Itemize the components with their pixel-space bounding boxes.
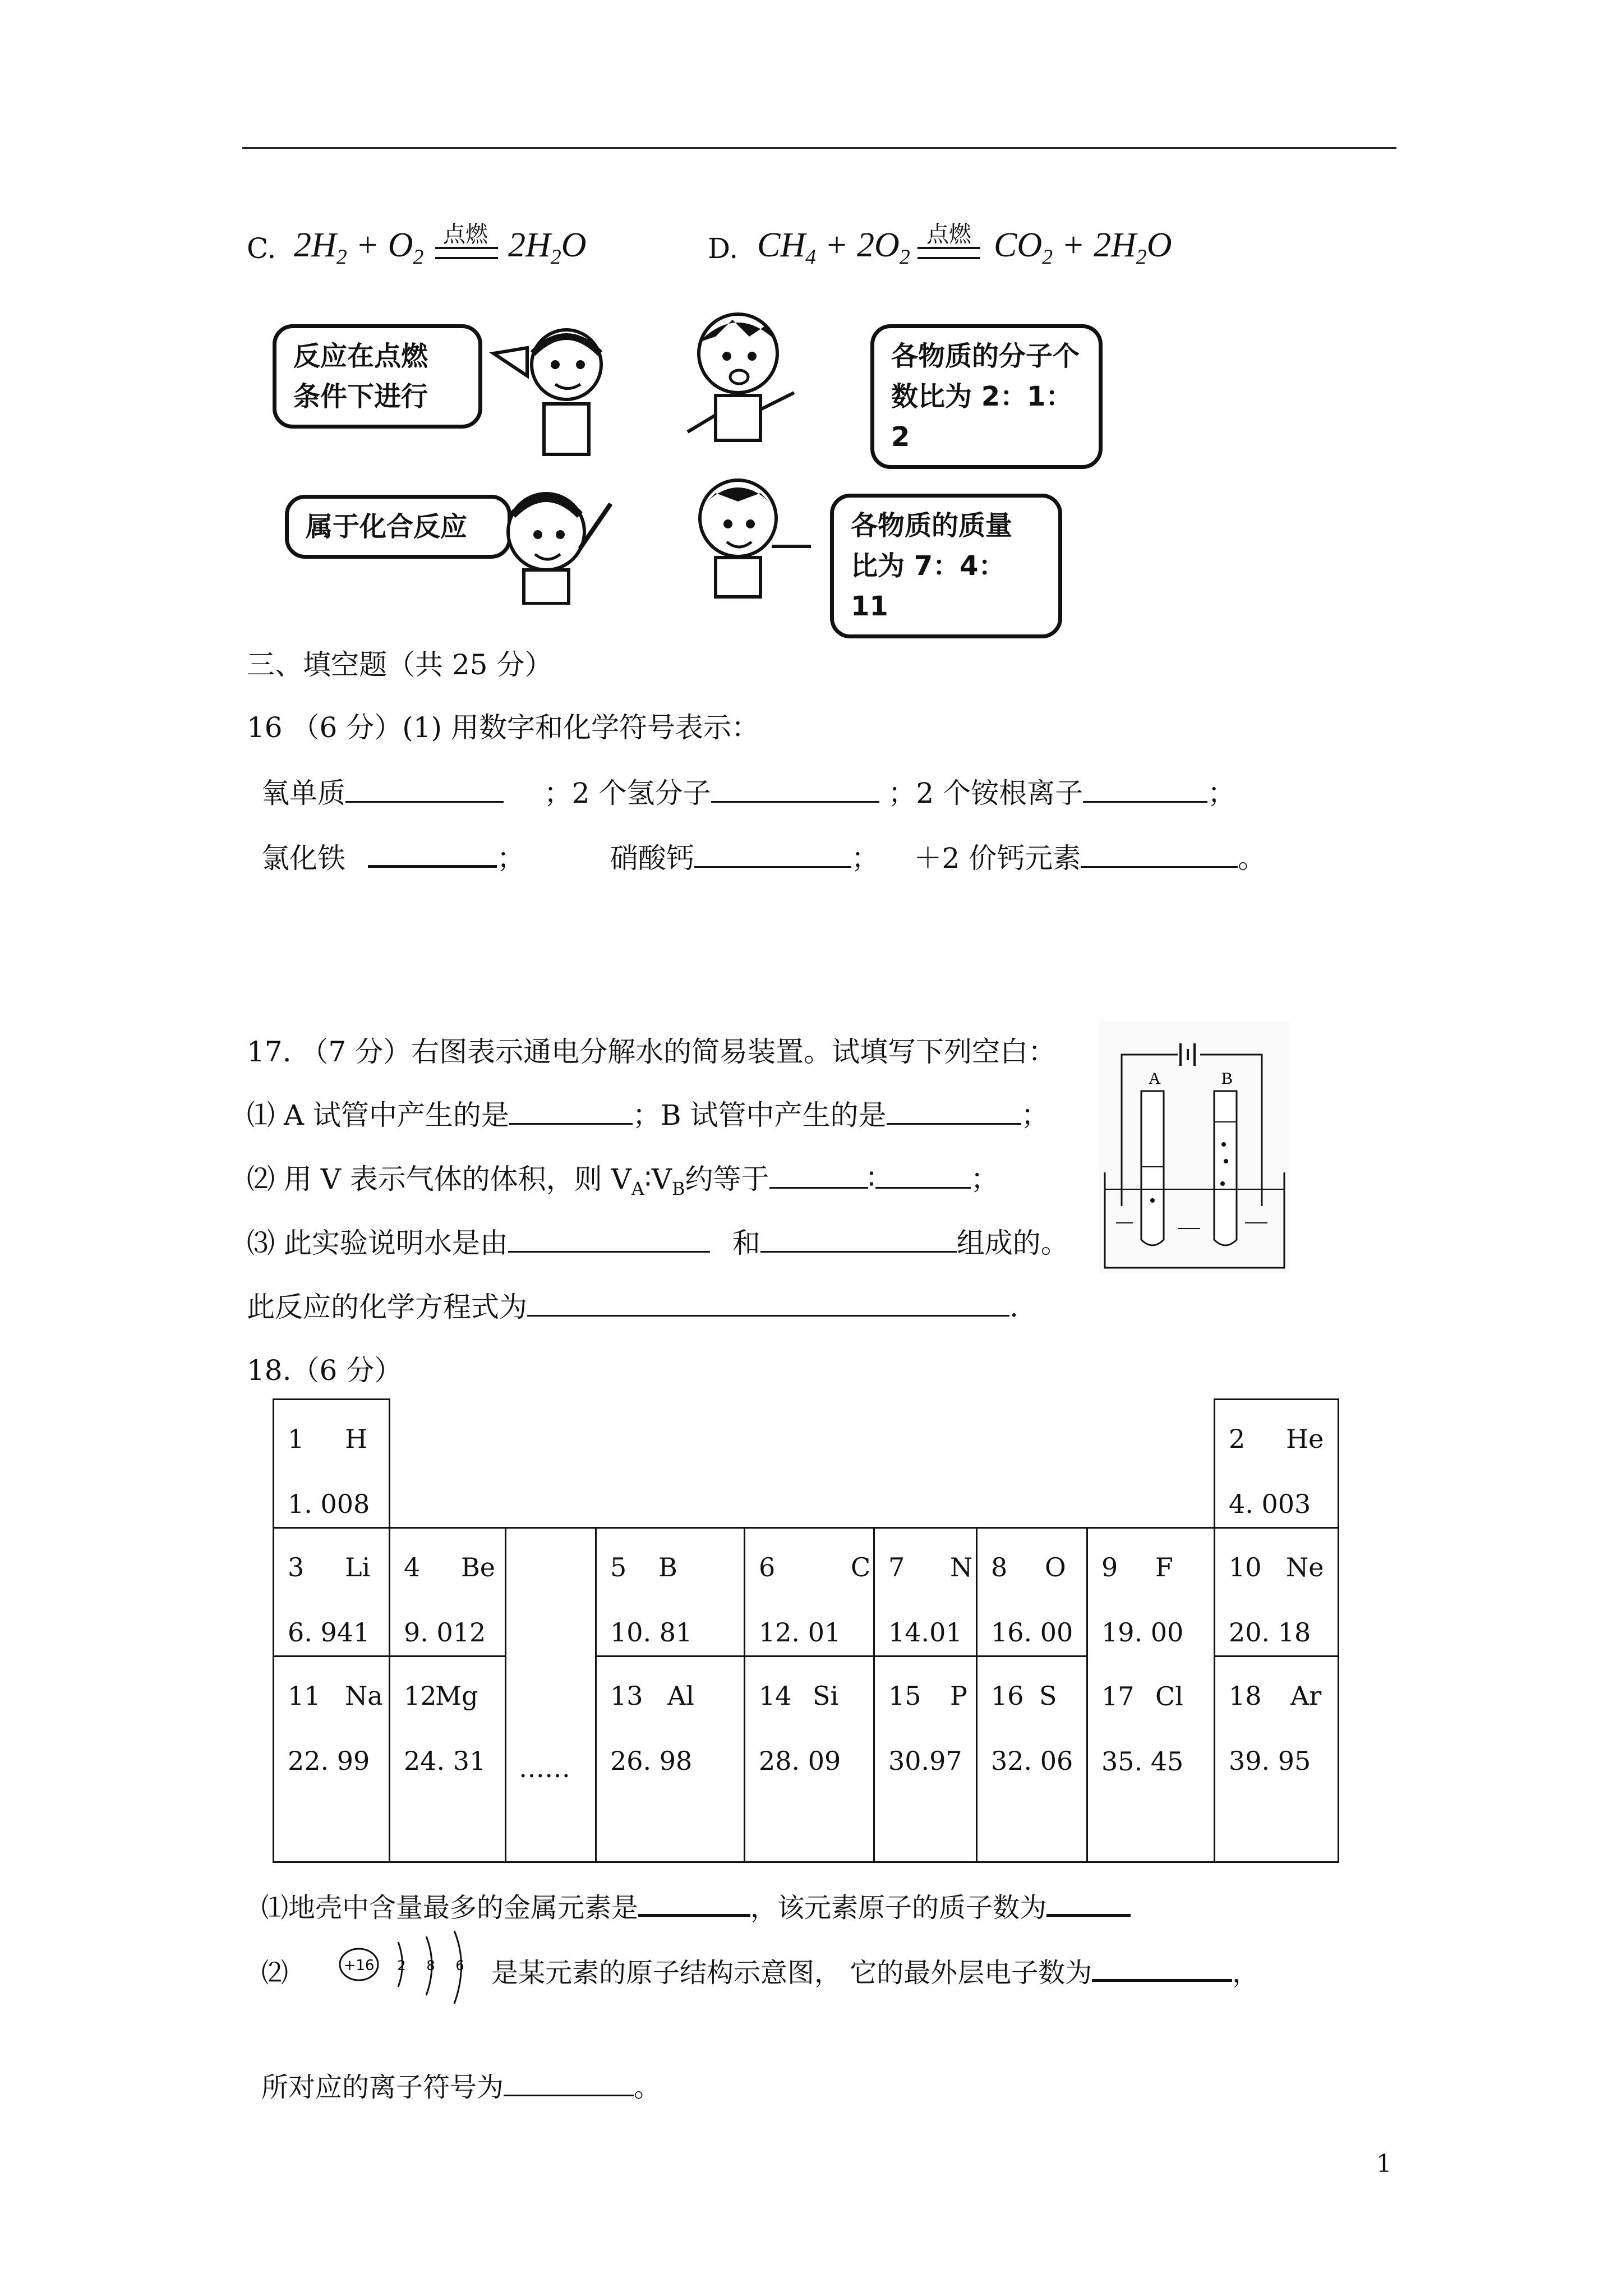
- atomic-mass: 20. 18: [1229, 1617, 1311, 1648]
- bubble-text: 反应在点燃: [293, 341, 428, 372]
- q18-text: 所对应的离子符号为: [261, 2072, 504, 2103]
- element-symbol: Cl: [1155, 1681, 1183, 1711]
- atomic-mass: 22. 99: [288, 1746, 370, 1776]
- answer-blank[interactable]: [1083, 779, 1207, 803]
- q16-label: ；2 个铵根离子: [888, 777, 1083, 809]
- atomic-mass: 1. 008: [288, 1489, 370, 1519]
- q17-text: ∶: [868, 1163, 875, 1195]
- cell-column-9: [1086, 1527, 1215, 1863]
- q17-text: ⑶ 此实验说明水是由: [247, 1227, 508, 1259]
- speech-bubble-4: [830, 494, 1062, 638]
- q17-text: ；: [1021, 1099, 1049, 1131]
- atomic-mass: 30.97: [888, 1746, 962, 1776]
- answer-blank[interactable]: [875, 1165, 971, 1189]
- periodic-table: [273, 1398, 1339, 1863]
- atomic-number: 8: [991, 1552, 1008, 1582]
- q17-line1: [247, 1101, 1049, 1129]
- q16-title: 16 （6 分）(1) 用数字和化学符号表示：: [247, 711, 759, 744]
- q16-label: ；: [851, 842, 879, 875]
- bubble-text: 属于化合反应: [306, 511, 468, 542]
- element-symbol: Li: [345, 1552, 371, 1582]
- q16-label: 。: [1238, 842, 1266, 875]
- cell-Li: [273, 1527, 390, 1657]
- cell-Be: [389, 1527, 506, 1657]
- element-symbol: N: [950, 1552, 973, 1582]
- q18-text: 。: [634, 2072, 661, 2103]
- q17-text: .: [1009, 1291, 1018, 1323]
- element-symbol: H: [345, 1424, 368, 1454]
- atomic-number: 12: [404, 1681, 437, 1711]
- element-symbol: S: [1039, 1681, 1057, 1711]
- q17-line2: [247, 1165, 999, 1198]
- speech-bubble-3: [285, 495, 511, 559]
- q17-text: 此反应的化学方程式为: [247, 1291, 527, 1323]
- bubble-text: 比为 7：4：11: [851, 550, 1006, 622]
- speech-bubble-1: [273, 324, 482, 429]
- cell-Si: [744, 1655, 875, 1863]
- equation-c-left: $2H_2 + O_2$: [294, 226, 424, 269]
- q18-text: ⑴地壳中含量最多的金属元素是: [261, 1892, 639, 1924]
- answer-blank[interactable]: [638, 1892, 750, 1917]
- q17-text: 组成的。: [956, 1227, 1069, 1259]
- tube-a-label: A: [1149, 1069, 1161, 1088]
- equation-d-arrow: [917, 247, 980, 259]
- cell-P: [873, 1655, 978, 1863]
- q17-title: 17. （7 分）右图表示通电分解水的简易装置。试填写下列空白：: [247, 1036, 1057, 1068]
- atomic-number: 1: [288, 1424, 305, 1454]
- atomic-mass: 9. 012: [404, 1617, 486, 1648]
- answer-blank[interactable]: [887, 1101, 1021, 1125]
- option-c-label: C.: [247, 232, 276, 265]
- q16-label: ；: [1207, 777, 1236, 809]
- element-symbol: F: [1155, 1552, 1173, 1582]
- answer-blank[interactable]: [769, 1165, 868, 1189]
- q18-part3: [261, 2065, 661, 2104]
- atomic-mass: 19. 00: [1101, 1617, 1184, 1648]
- atomic-mass: 6. 941: [288, 1617, 370, 1648]
- atomic-number: 4: [404, 1552, 421, 1582]
- atomic-number: 11: [288, 1681, 321, 1711]
- q16-label: ＋2 价钙元素: [914, 842, 1081, 875]
- q16-label: 氧单质: [261, 777, 345, 809]
- element-symbol: Be: [461, 1552, 496, 1582]
- cell-Al: [595, 1655, 745, 1863]
- q17-text: ⑴ A 试管中产生的是: [247, 1099, 509, 1131]
- q17-text: ；: [970, 1163, 999, 1195]
- girl-cartoon-icon: [488, 314, 623, 466]
- header-rule: [242, 147, 1396, 149]
- shell-3-count: 6: [455, 1958, 464, 1973]
- q16-label: 硝酸钙: [610, 842, 694, 875]
- element-symbol: Ne: [1286, 1552, 1324, 1582]
- q17-line3: [247, 1228, 1069, 1257]
- q18-part2-label: ⑵: [261, 1957, 289, 1989]
- q17-text: ；B 试管中产生的是: [632, 1099, 887, 1131]
- q18-text: ，: [1232, 1957, 1260, 1989]
- cell-S: [976, 1655, 1088, 1863]
- atomic-number: 15: [888, 1681, 921, 1711]
- page-number: 1: [1376, 2150, 1392, 2178]
- boy-gesturing-cartoon-icon: [676, 468, 817, 602]
- cell-Ne: [1214, 1527, 1339, 1657]
- bubble-text: 数比为 2：1：2: [891, 381, 1073, 453]
- cell-Na: [273, 1655, 390, 1863]
- atomic-mass: 14.01: [888, 1617, 962, 1648]
- q17-text: ⑵ 用 V 表示气体的体积，则 V: [247, 1163, 631, 1195]
- element-symbol: P: [950, 1681, 967, 1711]
- atomic-number: 16: [991, 1681, 1024, 1711]
- boy-cartoon-icon: [676, 303, 811, 454]
- cell-He: [1214, 1398, 1339, 1529]
- element-symbol: He: [1286, 1424, 1324, 1454]
- atomic-mass: 32. 06: [991, 1746, 1073, 1776]
- section-title: 三、填空题（共 25 分）: [247, 648, 553, 681]
- q17-subscript: B: [672, 1178, 685, 1199]
- element-symbol: B: [658, 1552, 677, 1582]
- atomic-mass: 28. 09: [759, 1746, 841, 1776]
- atomic-number: 7: [888, 1552, 905, 1582]
- atomic-mass: 4. 003: [1229, 1489, 1311, 1519]
- answer-blank[interactable]: [504, 2072, 634, 2096]
- equation-d-condition: 点燃: [926, 222, 971, 247]
- element-symbol: C: [851, 1552, 871, 1582]
- answer-blank[interactable]: [508, 1228, 710, 1253]
- element-symbol: Al: [667, 1681, 694, 1711]
- equation-c-arrow: [435, 247, 498, 259]
- atomic-number: 18: [1229, 1681, 1262, 1711]
- answer-blank[interactable]: [711, 779, 879, 803]
- answer-blank[interactable]: [1081, 844, 1238, 868]
- q18-text: 是某元素的原子结构示意图， 它的最外层电子数为: [491, 1957, 1092, 1989]
- atomic-structure-diagram: [336, 1925, 482, 2015]
- atomic-mass: 12. 01: [759, 1617, 841, 1648]
- equation-d-right: $CO_2 + 2H_2O$: [994, 226, 1172, 269]
- atomic-mass: 24. 31: [404, 1746, 486, 1776]
- q17-text: 约等于: [685, 1163, 769, 1195]
- atomic-number: 14: [759, 1681, 792, 1711]
- atomic-mass: 35. 45: [1101, 1746, 1184, 1777]
- cell-Mg: [389, 1655, 506, 1863]
- answer-blank[interactable]: [694, 844, 851, 868]
- q16-label: ；: [496, 842, 525, 875]
- bubble-text: 各物质的分子个: [891, 341, 1080, 372]
- cell-ellipsis: [505, 1527, 597, 1863]
- atomic-number: 3: [288, 1552, 305, 1582]
- atomic-number: 10: [1229, 1552, 1262, 1582]
- equation-c-right: $2H_2O$: [508, 226, 587, 269]
- answer-blank[interactable]: [1092, 1957, 1232, 1982]
- cell-N: [873, 1527, 978, 1657]
- atomic-number: 6: [759, 1552, 776, 1582]
- answer-blank[interactable]: [527, 1292, 1009, 1317]
- atomic-mass: 16. 00: [991, 1617, 1073, 1648]
- q18-title: 18.（6 分）: [247, 1354, 403, 1387]
- atomic-number: 5: [610, 1552, 627, 1582]
- answer-blank[interactable]: [1046, 1892, 1131, 1917]
- element-symbol: Si: [813, 1681, 839, 1711]
- element-symbol: Na: [345, 1681, 383, 1711]
- answer-blank[interactable]: [760, 1228, 957, 1253]
- answer-blank[interactable]: [509, 1101, 633, 1125]
- answer-blank[interactable]: [345, 779, 504, 803]
- cell-O: [976, 1527, 1088, 1657]
- atomic-mass: 39. 95: [1229, 1746, 1311, 1776]
- q16-line2: [261, 842, 1266, 875]
- atomic-number: 13: [610, 1681, 643, 1711]
- q16-label: 氯化铁: [261, 842, 345, 875]
- electrolysis-apparatus-diagram: [1099, 1021, 1290, 1273]
- nucleus-charge: +16: [343, 1957, 375, 1974]
- speech-bubble-2: [870, 324, 1103, 469]
- element-symbol: Mg: [435, 1681, 478, 1711]
- tube-b-label: B: [1221, 1069, 1233, 1088]
- q18-text: ，该元素原子的质子数为: [750, 1892, 1047, 1924]
- q18-part2: [491, 1951, 1259, 1990]
- cell-B: [595, 1527, 745, 1657]
- element-symbol: Ar: [1290, 1681, 1322, 1711]
- cell-C: [744, 1527, 875, 1657]
- cell-H: [273, 1398, 390, 1529]
- q17-text: ∶V: [644, 1163, 672, 1195]
- q16-line1: [261, 779, 1235, 807]
- equation-d-left: $CH_4 + 2O_2$: [757, 226, 910, 269]
- atomic-number: 17: [1101, 1681, 1135, 1711]
- option-d-label: D.: [708, 232, 739, 265]
- q17-subscript: A: [631, 1178, 644, 1199]
- q18-part1: [261, 1886, 1131, 1925]
- bubble-text: 条件下进行: [293, 381, 428, 412]
- equation-c-condition: 点燃: [443, 222, 488, 247]
- q16-label: ；2 个氢分子: [543, 777, 711, 809]
- bubble-text: 各物质的质量: [851, 510, 1013, 541]
- answer-blank[interactable]: [368, 843, 497, 868]
- q17-line4: [247, 1292, 1018, 1321]
- shell-2-count: 8: [426, 1958, 435, 1973]
- shell-1-count: 2: [397, 1958, 406, 1973]
- atomic-mass: 26. 98: [610, 1746, 693, 1776]
- boy-pointing-cartoon-icon: [485, 481, 630, 605]
- ellipsis-text: ……: [519, 1753, 570, 1783]
- q17-text: 和: [732, 1227, 760, 1259]
- atomic-number: 9: [1101, 1552, 1118, 1582]
- element-symbol: O: [1045, 1552, 1066, 1582]
- atomic-mass: 10. 81: [610, 1617, 693, 1648]
- atomic-number: 2: [1229, 1424, 1246, 1454]
- cell-Ar: [1214, 1655, 1339, 1863]
